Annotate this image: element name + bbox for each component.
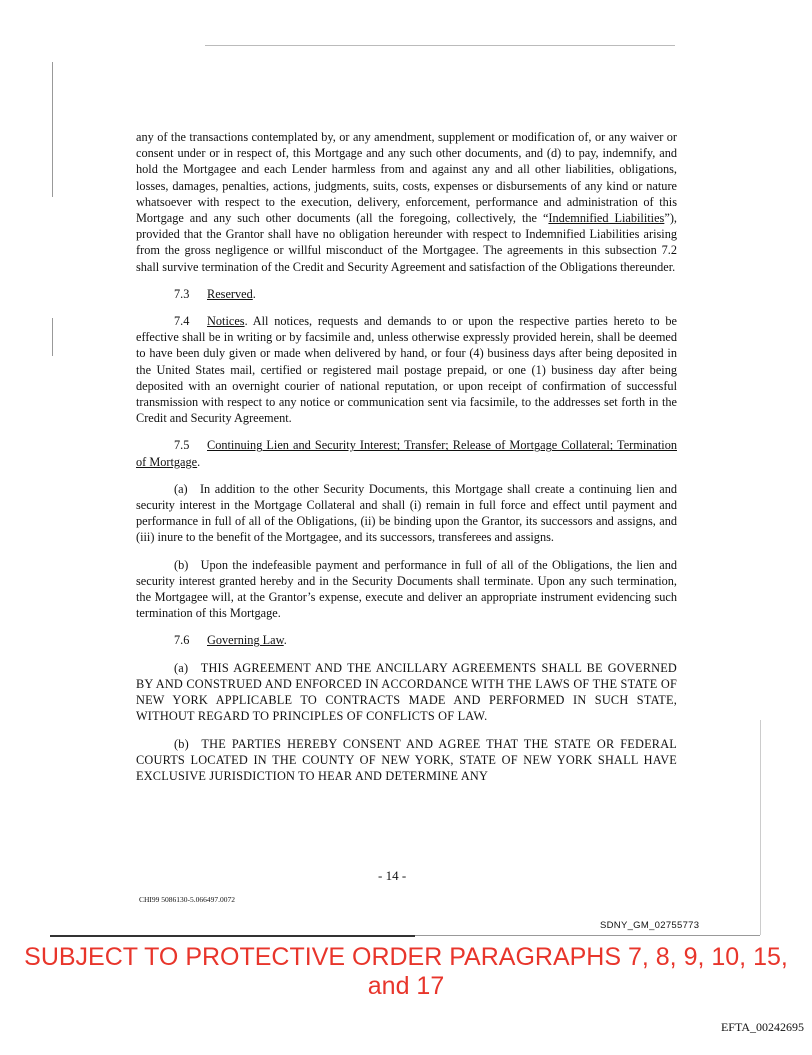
right-margin-mark	[760, 720, 761, 935]
efta-number: EFTA_00242695	[720, 1020, 804, 1034]
bottom-rule-thin	[415, 935, 760, 936]
bottom-rule	[50, 935, 415, 937]
document-id: CHI99 5086130-5.066497.0072	[139, 895, 236, 904]
left-margin-mark	[52, 62, 53, 197]
section-7-6-b: (b) THE PARTIES HEREBY CONSENT AND AGREE THAT THE STATE OR FEDERAL COURTS LOCATED IN THE COUNTY OF NEW YORK, STATE OF NEW YORK SHALL HAVE EXCLUSIVE JURISDICTION TO HEAR AND DETERMINE ANY	[136, 736, 677, 783]
bates-number: SDNY_GM_02755773	[600, 920, 700, 931]
section-7-5-heading: 7.5 Continuing Lien and Security Interest; Transfer; Release of Mortgage Collateral; Termination of Mortgage.	[136, 438, 677, 469]
section-7-5-b: (b) Upon the indefeasible payment and performance in full of all of the Obligations, the lien and security interest granted hereby and in the Security Documents shall terminate. Upon any such termination, the Mortgagee will, at the Grantor’s expense, execute and deliver an appropriate instrument evidencing such termination of this Mortgage.	[136, 557, 677, 621]
defined-term: Indemnified Liabilities	[548, 211, 665, 226]
top-rule	[205, 45, 675, 46]
protective-order-banner: SUBJECT TO PROTECTIVE ORDER PARAGRAPHS 7, 8, 9, 10, 15, and 17	[24, 943, 788, 1000]
section-7-5-a: (a) In addition to the other Security Documents, this Mortgage shall create a continuing lien and security interest in the Mortgage Collateral and shall (i) remain in full force and effect until payment and performance in full of all of the Obligations, (ii) be binding upon the Grantor, its successors and assigns, and (iii) inure to the benefit of the Mortgagee, and its successors, transferees and assigns.	[136, 481, 677, 545]
intro-paragraph: any of the transactions contemplated by, or any amendment, supplement or modification of, or any waiver or consent under or in respect of, this Mortgage and any such other documents, and (d) to pay, indemnify, and hold the Mortgagee and each Lender harmless from and against any and all other liabilities, obligations, losses, damages, penalties, actions, judgments, suits, costs, expenses or disbursements of any kind or nature whatsoever with respect to the execution, delivery, enforcement, performance and administration of this Mortgage and any such other documents (all the foregoing, collectively, the “Indemnified Liabilities”), provided that the Grantor shall have no obligation hereunder with respect to Indemnified Liabilities arising from the gross negligence or willful misconduct of the Mortgagee. The agreements in this subsection 7.2 shall survive termination of the Credit and Security Agreement and satisfaction of the Obligations thereunder.	[136, 130, 677, 274]
section-7-6-a: (a) THIS AGREEMENT AND THE ANCILLARY AGREEMENTS SHALL BE GOVERNED BY AND CONSTRUED AND ENFORCED IN ACCORDANCE WITH THE LAWS OF THE STATE OF NEW YORK APPLICABLE TO CONTRACTS MADE AND PERFORMED IN SUCH STATE, WITHOUT REGARD TO PRINCIPLES OF CONFLICTS OF LAW.	[136, 660, 677, 724]
page-number: - 14 -	[378, 868, 407, 883]
section-7-4: 7.4 Notices. All notices, requests and demands to or upon the respective parties hereto to be effective shall be in writing or by facsimile and, unless otherwise expressly provided herein, shall be deemed to have been duly given or made when delivered by hand, or four (4) business days after being deposited in the United States mail, certified or registered mail postage prepaid, or one (1) business day after being deposited with an overnight courier of national reputation, or upon receipt of confirmation of successful transmission with respect to any notice or communication sent via facsimile, to the addresses set forth in the Credit and Security Agreement.	[136, 314, 677, 426]
section-7-3: 7.3 Reserved.	[174, 286, 256, 301]
section-7-6-heading: 7.6 Governing Law.	[174, 633, 287, 648]
left-margin-mark-2	[52, 318, 53, 356]
document-body	[136, 129, 677, 784]
